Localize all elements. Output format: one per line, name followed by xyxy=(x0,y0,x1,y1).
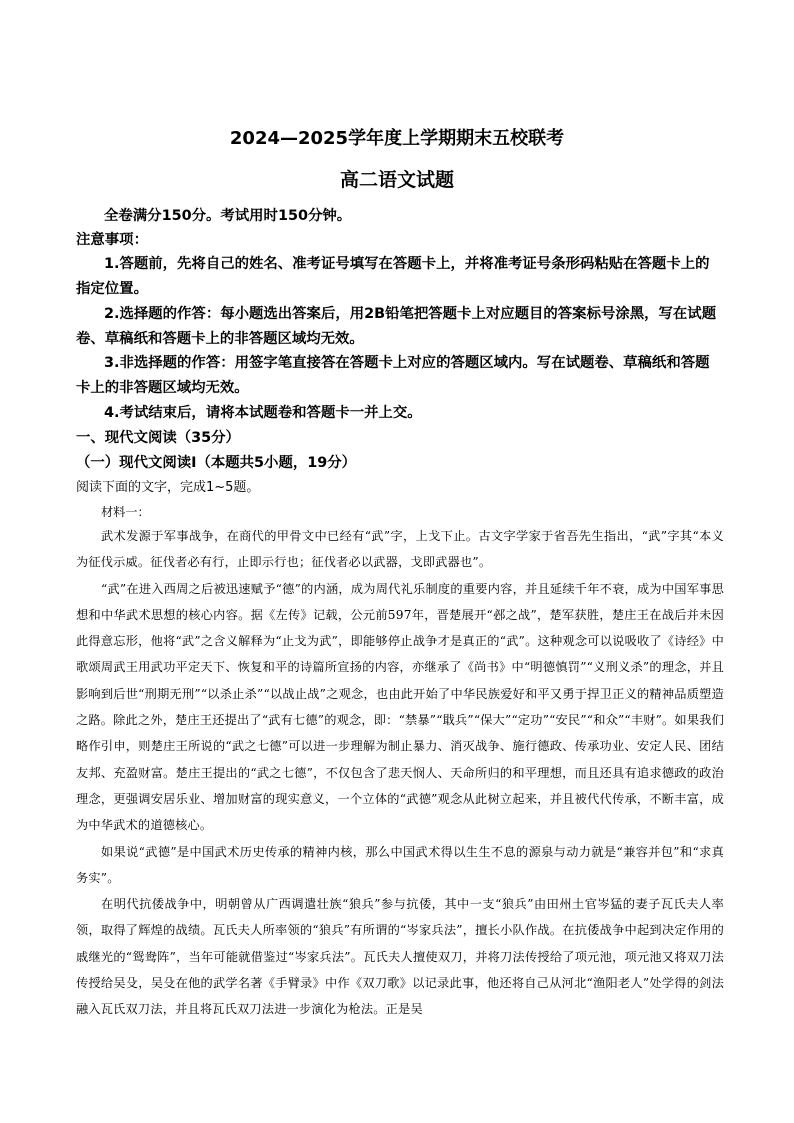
reading-passage xyxy=(76,523,724,1023)
note-item-3: 3.非选择题的作答：用签字笔直接答在答题卡上对应的答题区域内。写在试题卷、草稿纸和答题卡上的非答题区域均无效。 xyxy=(76,355,710,396)
passage-paragraph: “武”在进入西周之后被迅速赋予“德”的内涵，成为周代礼乐制度的重要内容，并且延续千年不衰，成为中国军事思想和中华武术思想的核心内容。据《左传》记载，公元前597年，晋楚展开“邲之战”，楚军获胜，楚庄王在战后并未因此得意忘形，他将“武”之含义解释为“止戈为武”，即能够停止战争才是真正的“武”。这种观念可以说吸收了《诗经》中歌颂周武王用武功平定天下、恢复和平的诗篇所宣扬的内容，亦继承了《尚书》中“明德慎罚”“义刑义杀”的理念，并且影响到后世“刑期无刑”“以杀止杀”“以战止战”之观念，也由此开始了中华民族爱好和平又勇于捍卫正义的精神品质塑造之路。除此之外，楚庄王还提出了“武有七德”的观念，即：“禁暴”“戢兵”“保大”“定功”“安民”“和众”“丰财”。如果我们略作引申，则楚庄王所说的“武之七德”可以进一步理解为制止暴力、消灭战争、施行德政、传承功业、安定人民、团结友邦、充盈财富。楚庄王提出的“武之七德”，不仅包含了悲天悯人、天命所归的和平理想，而且还具有追求德政的政治理念，更强调安居乐业、增加财富的现实意义，一个立体的“武德”观念从此树立起来，并且被代代传承，不断丰富，成为中华武术的道德核心。 xyxy=(76,581,724,833)
notes-heading: 注意事项： xyxy=(76,232,148,248)
exam-info: 全卷满分150分。考试用时150分钟。 xyxy=(104,208,352,224)
passage-paragraph: 如果说“武德”是中国武术历史传承的精神内核，那么中国武术得以生生不息的源泉与动力就是“兼容并包”和“求真务实”。 xyxy=(76,844,724,885)
passage-paragraph: 在明代抗倭战争中，明朝曾从广西调遣壮族“狼兵”参与抗倭，其中一支“狼兵”由田州土官岑猛的妻子瓦氏夫人率领，取得了辉煌的战绩。瓦氏夫人所率领的“狼兵”有所谓的“岑家兵法”，擅长小队作战。在抗倭战争中起到决定作用的戚继光的“鸳鸯阵”，当年可能就借鉴过“岑家兵法”。瓦氏夫人擅使双刀，并将刀法传授给了项元池，项元池又将双刀法传授给吴殳，吴殳在他的武学名著《手臂录》中作《双刀歌》以记录此事，他还将自己从河北“渔阳老人”处学得的剑法融入瓦氏双刀法，并且将瓦氏双刀法进一步演化为枪法。正是吴 xyxy=(76,897,724,1017)
reading-instruction: 阅读下面的文字，完成1~5题。 xyxy=(76,480,260,495)
note-item-1: 1.答题前，先将自己的姓名、准考证号填写在答题卡上，并将准考证号条形码粘贴在答题卡上的指定位置。 xyxy=(76,256,710,297)
passage-paragraph: 武术发源于军事战争，在商代的甲骨文中已经有“武”字，上戈下止。古文字学家于省吾先生指出，“武”字其“本义为征伐示威。征伐者必有行，止即示行也；征伐者必以武器，戈即武器也”。 xyxy=(76,529,724,570)
exam-subtitle: 高二语文试题 xyxy=(339,169,454,191)
section-heading: 一、现代文阅读（35分） xyxy=(76,430,240,446)
material-label: 材料一： xyxy=(101,505,150,519)
sub-section-heading: （一）现代文阅读Ⅰ（本题共5小题，19分） xyxy=(76,455,357,471)
note-item-2: 2.选择题的作答：每小题选出答案后，用2B铅笔把答题卡上对应题目的答案标号涂黑，写在试题卷、草稿纸和答题卡上的非答题区域均无效。 xyxy=(76,306,717,347)
note-item-4: 4.考试结束后，请将本试题卷和答题卡一并上交。 xyxy=(104,405,422,421)
exam-title: 2024—2025学年度上学期期末五校联考 xyxy=(229,128,565,149)
